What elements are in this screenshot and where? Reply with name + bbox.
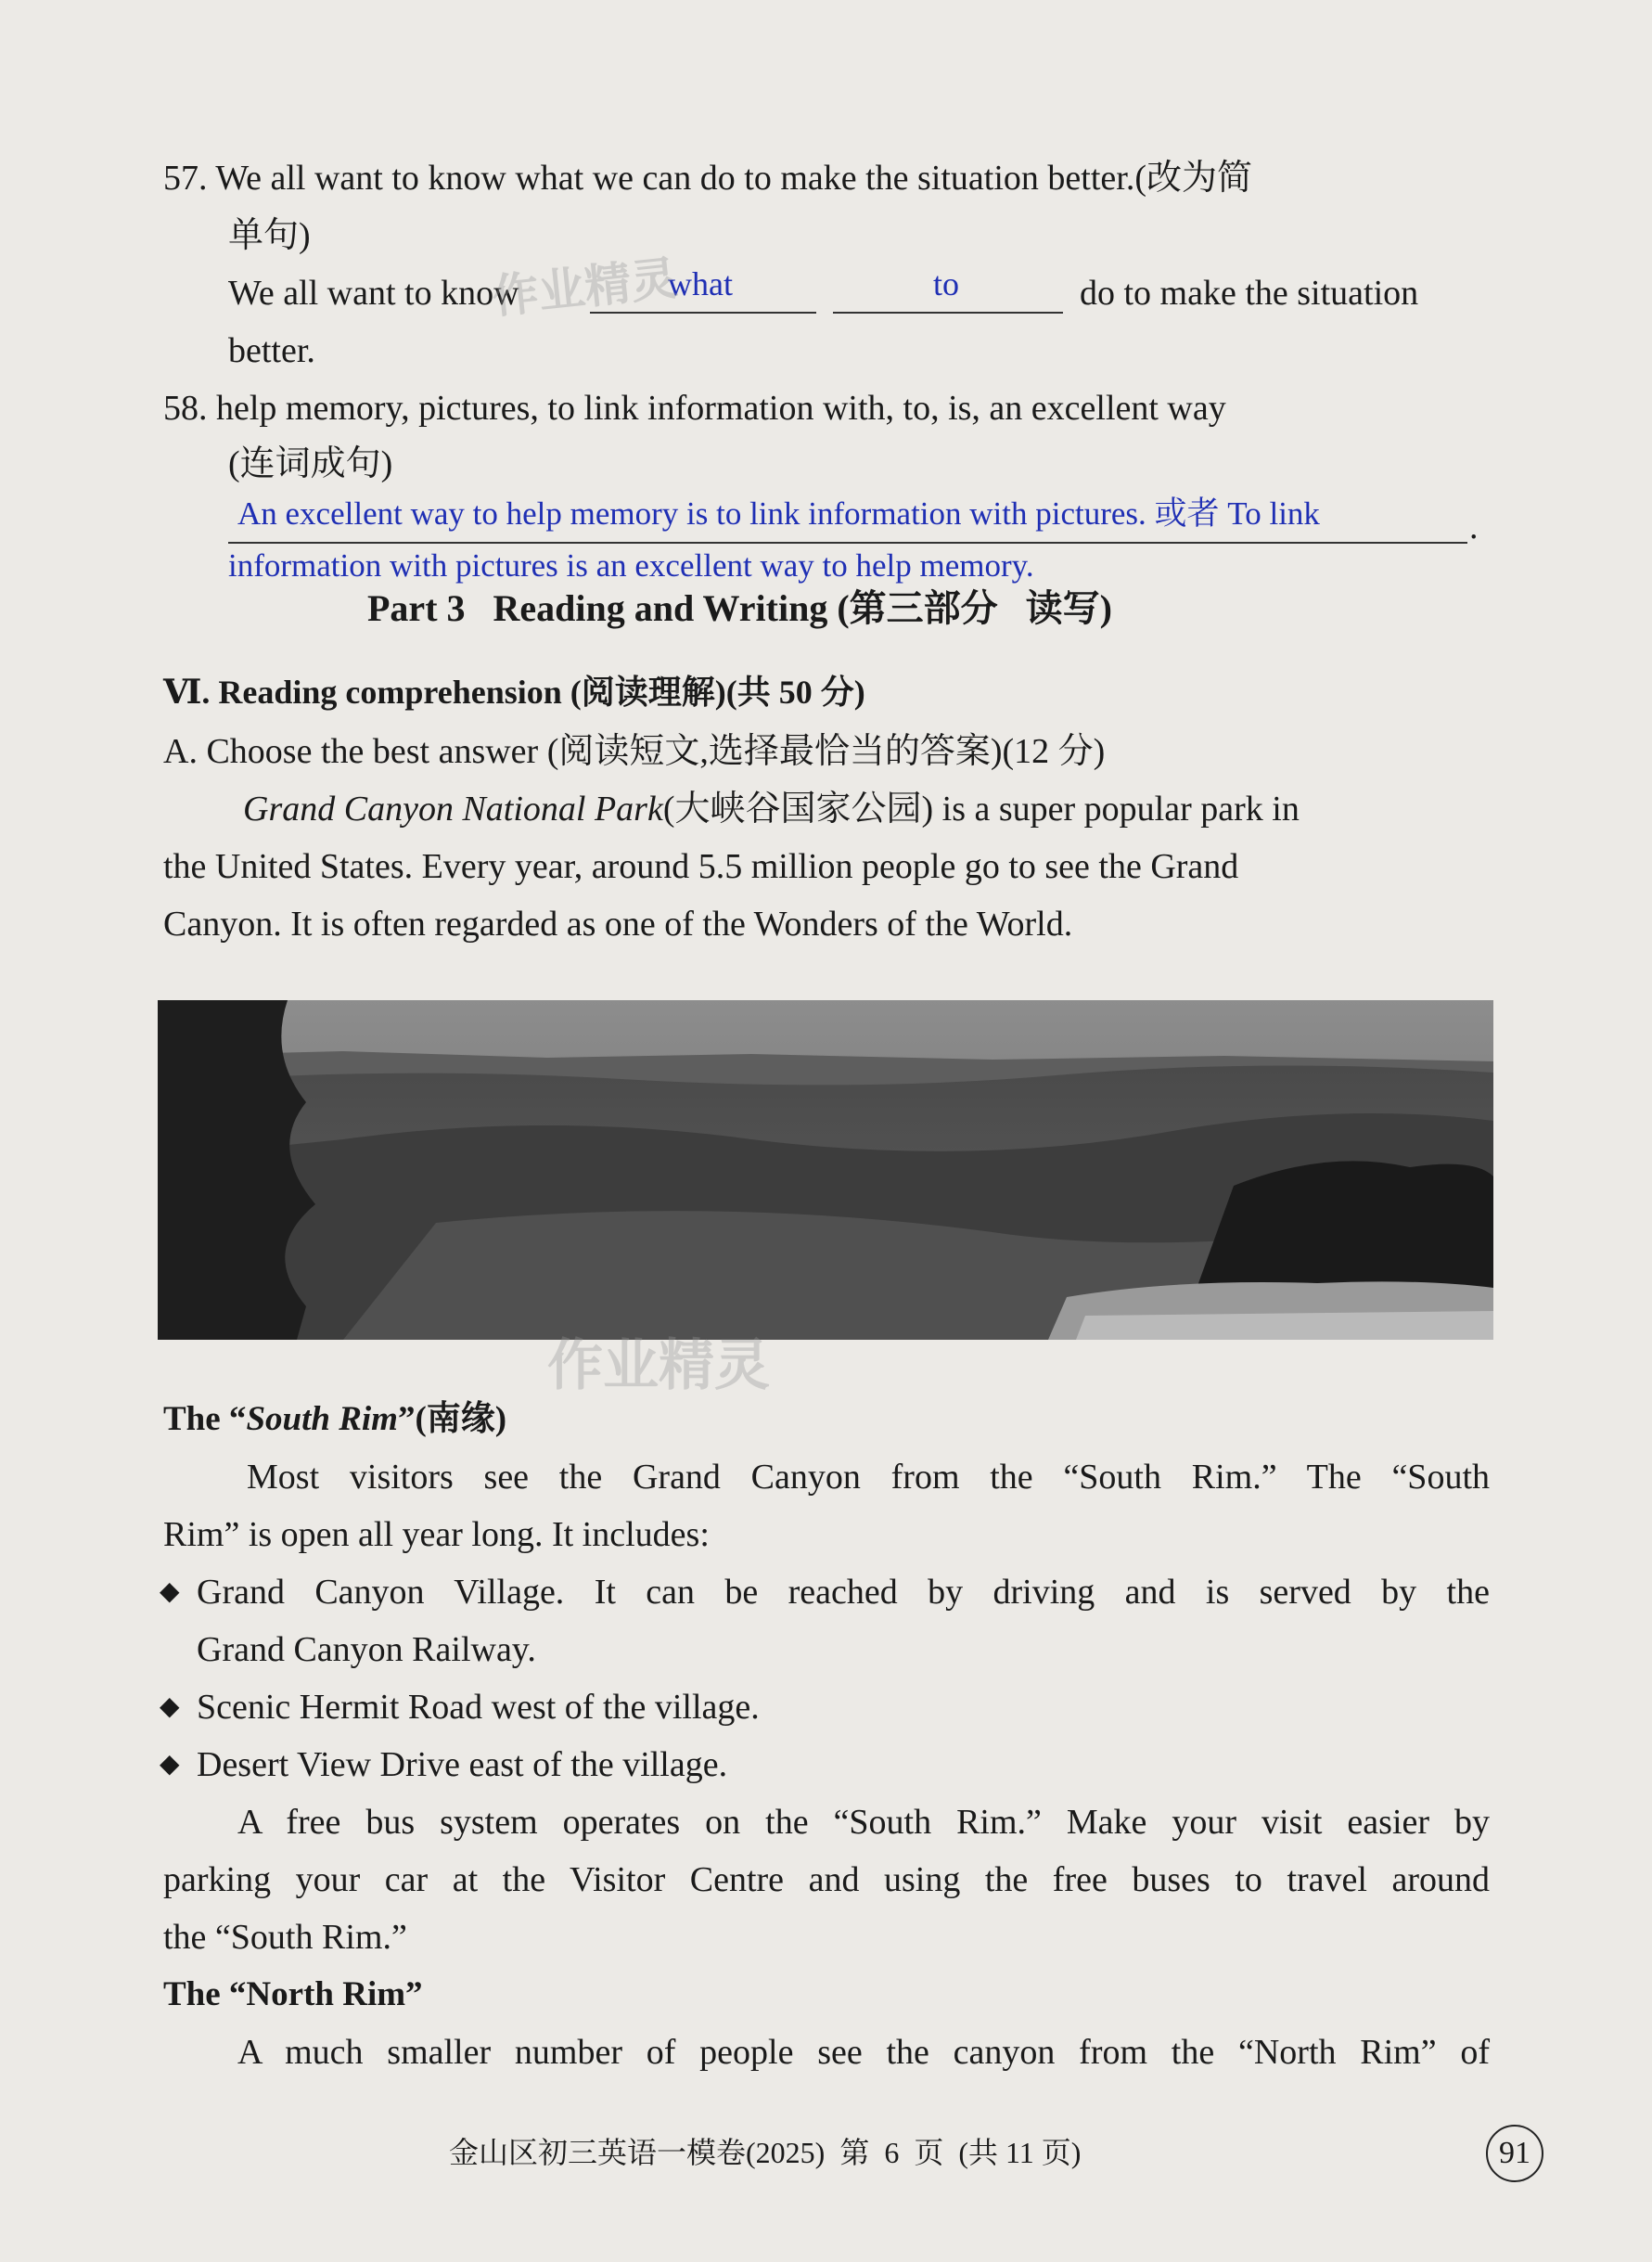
intro-line3: Canyon. It is often regarded as one of the Wonders of the World.	[163, 905, 1073, 944]
q58-period: .	[1469, 508, 1479, 546]
grand-canyon-photo	[158, 1000, 1493, 1340]
north-rim-heading: The “North Rim”	[163, 1975, 423, 2013]
south-rim-p1-line2: Rim” is open all year long. It includes:	[163, 1515, 710, 1554]
south-rim-bullet3: Desert View Drive east of the village.	[197, 1745, 728, 1784]
section6-heading: Ⅵ. Reading comprehension (阅读理解)(共 50 分)	[163, 674, 865, 711]
part3-title: Part 3 Reading and Writing (第三部分 读写)	[367, 587, 1112, 629]
watermark-middle: 作业精灵	[547, 1333, 770, 1398]
q57-answer-1: what	[668, 265, 733, 302]
intro-line2: the United States. Every year, around 5.5 million people go to see the Grand	[163, 847, 1239, 886]
bullet-diamond-3: ◆	[160, 1750, 180, 1779]
q57-tail: better.	[228, 331, 315, 370]
south-rim-bullet2: Scenic Hermit Road west of the village.	[197, 1688, 760, 1727]
north-rim-p1-line1: A much smaller number of people see the canyon from the “North Rim” of	[237, 2033, 1490, 2072]
section6-subheading: A. Choose the best answer (阅读短文,选择最恰当的答案)(12 分)	[163, 732, 1106, 771]
south-rim-p2-line1: A free bus system operates on the “South Rim.” Make your visit easier by	[237, 1803, 1490, 1842]
q57-prefix: We all want to know	[228, 274, 519, 313]
bullet-diamond-1: ◆	[160, 1577, 180, 1606]
south-rim-bullet1-line1: Grand Canyon Village. It can be reached by driving and is served by the	[197, 1573, 1490, 1612]
south-rim-p2-line2: parking your car at the Visitor Centre and using the free buses to travel around	[163, 1860, 1490, 1899]
grand-canyon-photo-image	[158, 1000, 1493, 1340]
south-rim-heading: The “South Rim”(南缘)	[163, 1400, 507, 1438]
bullet-diamond-2: ◆	[160, 1692, 180, 1721]
q57-prompt: 57. We all want to know what we can do to make the situation better.(改为简	[163, 159, 1252, 198]
q57-answer-2: to	[933, 265, 960, 302]
watermark-top: 作业精灵	[489, 251, 680, 325]
q57-blank-2[interactable]	[833, 312, 1063, 314]
q57-suffix: do to make the situation	[1080, 274, 1419, 313]
q58-answer-line1: An excellent way to help memory is to link information with pictures. 或者 To link	[237, 495, 1320, 532]
south-rim-p2-line3: the “South Rim.”	[163, 1918, 407, 1957]
q58-answer-line2: information with pictures is an excellent way to help memory.	[228, 547, 1034, 584]
page-number-badge: 91	[1486, 2125, 1543, 2182]
intro-line1: Grand Canyon National Park(大峡谷国家公园) is a super popular park in	[243, 790, 1300, 829]
q58-instruction: (连词成句)	[228, 444, 393, 483]
q58-prompt: 58. help memory, pictures, to link information with, to, is, an excellent way	[163, 389, 1226, 428]
q57-instruction: 单句)	[228, 216, 311, 255]
footer-text: 金山区初三英语一模卷(2025) 第 6 页 (共 11 页)	[449, 2136, 1082, 2169]
south-rim-p1-line1: Most visitors see the Grand Canyon from the “South Rim.” The “South	[247, 1458, 1490, 1497]
south-rim-bullet1-line2: Grand Canyon Railway.	[197, 1630, 536, 1669]
